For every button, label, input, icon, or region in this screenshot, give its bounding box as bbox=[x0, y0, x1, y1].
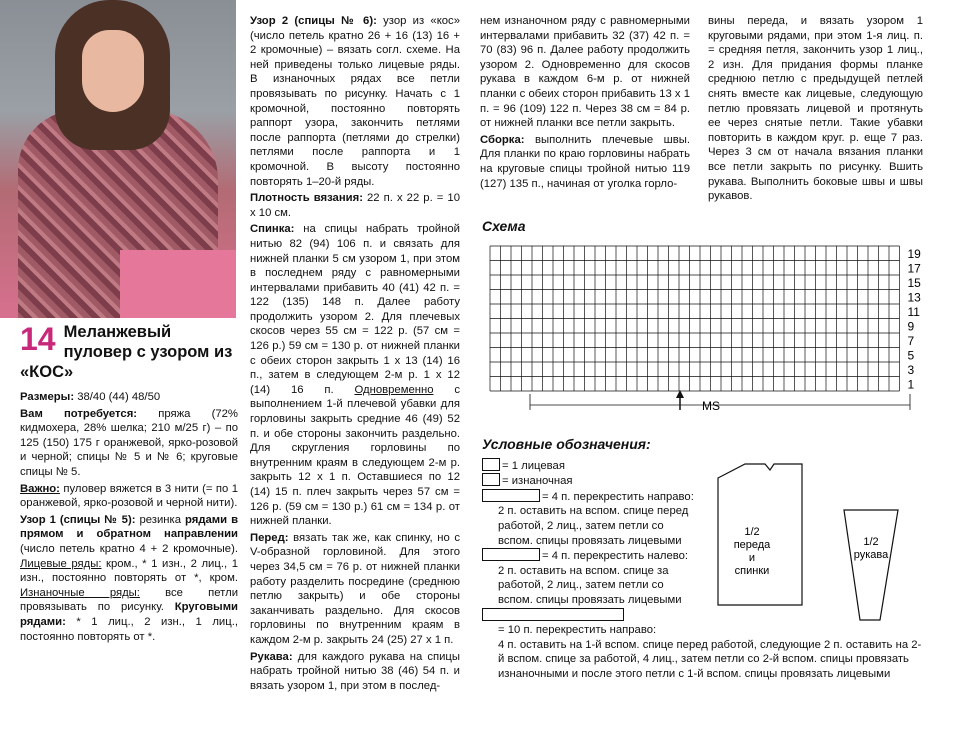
title-line-2: пуловер с узором из bbox=[63, 343, 233, 361]
row-number: 13 bbox=[907, 290, 921, 305]
legend: Условные обозначения: = 1 лицевая = изнаночная = 4 п. перекрестить направо: 2 п. оставить на вспом. спице перед работой, 2 лиц., затем петли со вспом. спицы провязать лицевыми = 4 п. перекрестить налево: 2 п. оставить на вспом. спице за работой, 2 лиц., затем петли со вспом. спицы провязать лицевыми = 10 п. перекрестить направо: 4 п. оставить на 1-й вспом. спице перед работой, следующие 2 п. оставить на 2-й вспом. спице за работой, 4 лиц., затем петли со 2-й вспом. спицы провязать изнаночными и после этого петли с 1-й вспом. спицы провязать лицевыми bbox=[482, 436, 922, 680]
row-number: 15 bbox=[907, 276, 921, 290]
column-2: Узор 2 (спицы № 6): узор из «кос» (число петель кратно 26 + 16 (13) 16 + 2 кромочные) – вязать согл. схеме. На ней приведены только лицевые ряды. В изнаночных рядах все петли провязывать по рисунку. Начать с 1 кромочной, постоянно повторять раппорт узора, закончить петлями после раппорта (петлями до стрелки) петлями после раппорта и 1 кромочной. В высоту постоянно повторять 1–20-й ряды. Плотность вязания: 22 п. х 22 р. = 10 х 10 см. Спинка: на спицы набрать тройной нитью 82 (94) 106 п. и связать для нижней планки 5 см узором 1, при этом в последнем ряду с равномерными интервалами прибавить 40 (41) 42 п. = 122 (135) 148 п. Далее работу продолжить узором 2. Для плечевых скосов через 55 см = 122 р. (57 см = 126 р.) 59 см = 130 р. от нижней планки с обеих сторон закрыть 1 х 13 (14) 16 п., затем в следующем 2-м р. 1 х 12 (14) 16 п. Одновременно с выполнением 1-й плечевой убавки для горловины закрыть средние 46 (49) 52 п. и обе стороны закончить раздельно. Для скругления горловины по внутренним краям в следующем 2-м р. закрыть 12 х 1 п. Оставшиеся по 12 (14) 15 п. плеч закрыть через 57 см = 126 р. (59 см = 130 р.) 61 см = 134 р. от нижней планки. Перед: вязать так же, как спинку, но с V-образной горловиной. Для этого через 34,5 см = 76 р. от нижней планки работу разделить посредине (среднюю петлю закрыть) и обе стороны заканчивать раздельно. Для скосов горловины по внутренним краям в каждом 2-м р. закрыть 24 (25) 27 х 1 п. Рукава: для каждого рукава на спицы набрать тройной нитью 38 (46) 54 п. и вязать узором 1, при этом в послед- bbox=[250, 15, 460, 692]
title-line-3: «КОС» bbox=[20, 363, 74, 381]
column-1: Размеры: 38/40 (44) 48/50 Вам потребуется: пряжа (72% кидмохера, 28% шелка; 210 м/25 г) – по 125 (150) 175 г оранжевой, ярко-розовой и черной; спицы № 5 и № 6; круговые спицы № 5. Важно: пуловер вяжется в 3 нити (= по 1 оранжевой, ярко-розовой и черной нити). Узор 1 (спицы № 5): резинка рядами в прямом и обратном направлении (число петель кратно 4 + 2 кромочные). Лицевые ряды: кром., * 1 изн., 2 лиц., 1 изн., постоянно повторять от *, кром. Изнаночные ряды: все петли провязывать по рисунку. Круговыми рядами: * 1 лиц., 2 изн., 1 лиц., постоянно повторять от *. bbox=[20, 391, 239, 643]
row-number: 3 bbox=[907, 363, 915, 377]
column-3: нем изнаночном ряду с равномерными интервалами прибавить 32 (37) 42 п. = 70 (83) 96 п. Далее работу продолжить узором 2. Одновременно для скосов рукава в каждом 6-м р. от нижней планки с обеих сторон прибавить 13 х 1 п. = 96 (109) 122 п. Через 38 см = 84 р. от нижней планки все петли закрыть. Сборка: выполнить плечевые швы. Для планки по краю горловины набрать на круговые спицы тройной нитью 119 (127) 135 п., начиная от уголка горло- bbox=[480, 15, 690, 190]
row-number: 11 bbox=[907, 305, 920, 319]
row-number: 5 bbox=[907, 348, 915, 363]
column-4: вины переда, и вязать узором 1 круговыми рядами, при этом 1-я лиц. п. = средняя петля, закончить узор 1 лиц., 2 изн. Для придания формы планке среднюю петлю с предыдущей петлей снять вместе как лицевые, следующую петлю провязать лицевой и протянуть ее через снятые петли. Такие убавки повторить в каждом круг. р. еще 7 раз. Через 3 см от начала вязания планки все петли закрыть по рисунку. Вшить рукава. Выполнить боковые швы и швы рукавов. bbox=[708, 15, 923, 203]
svg-text:переда: переда bbox=[733, 539, 771, 551]
pattern-number: 14 bbox=[20, 321, 56, 357]
schema-label: Схема bbox=[482, 218, 526, 234]
row-number: 17 bbox=[907, 261, 921, 276]
row-number: 9 bbox=[907, 319, 915, 334]
svg-text:рукава: рукава bbox=[853, 549, 889, 561]
legend-title: Условные обозначения: bbox=[482, 436, 651, 452]
svg-text:и: и bbox=[748, 552, 756, 564]
cross-left-4-icon bbox=[482, 548, 540, 561]
model-photo bbox=[0, 0, 236, 318]
ms-label: MS bbox=[702, 399, 720, 413]
row-number: 19 bbox=[907, 247, 921, 261]
row-number: 1 bbox=[907, 377, 915, 392]
row-number: 7 bbox=[907, 334, 915, 348]
purl-symbol bbox=[482, 473, 500, 486]
sleeve-pattern-diagram bbox=[840, 480, 900, 630]
body-label: 1/2 bbox=[744, 526, 760, 538]
pattern-title bbox=[20, 322, 238, 382]
title-line-1: Меланжевый bbox=[63, 323, 172, 341]
cross-right-4-icon bbox=[482, 489, 540, 502]
body-pattern-diagram bbox=[690, 430, 830, 645]
svg-text:спинки: спинки bbox=[734, 565, 770, 577]
sleeve-label: 1/2 bbox=[863, 536, 879, 548]
cross-right-10-icon bbox=[482, 608, 624, 621]
knit-symbol bbox=[482, 458, 500, 471]
knitting-chart bbox=[480, 238, 940, 418]
